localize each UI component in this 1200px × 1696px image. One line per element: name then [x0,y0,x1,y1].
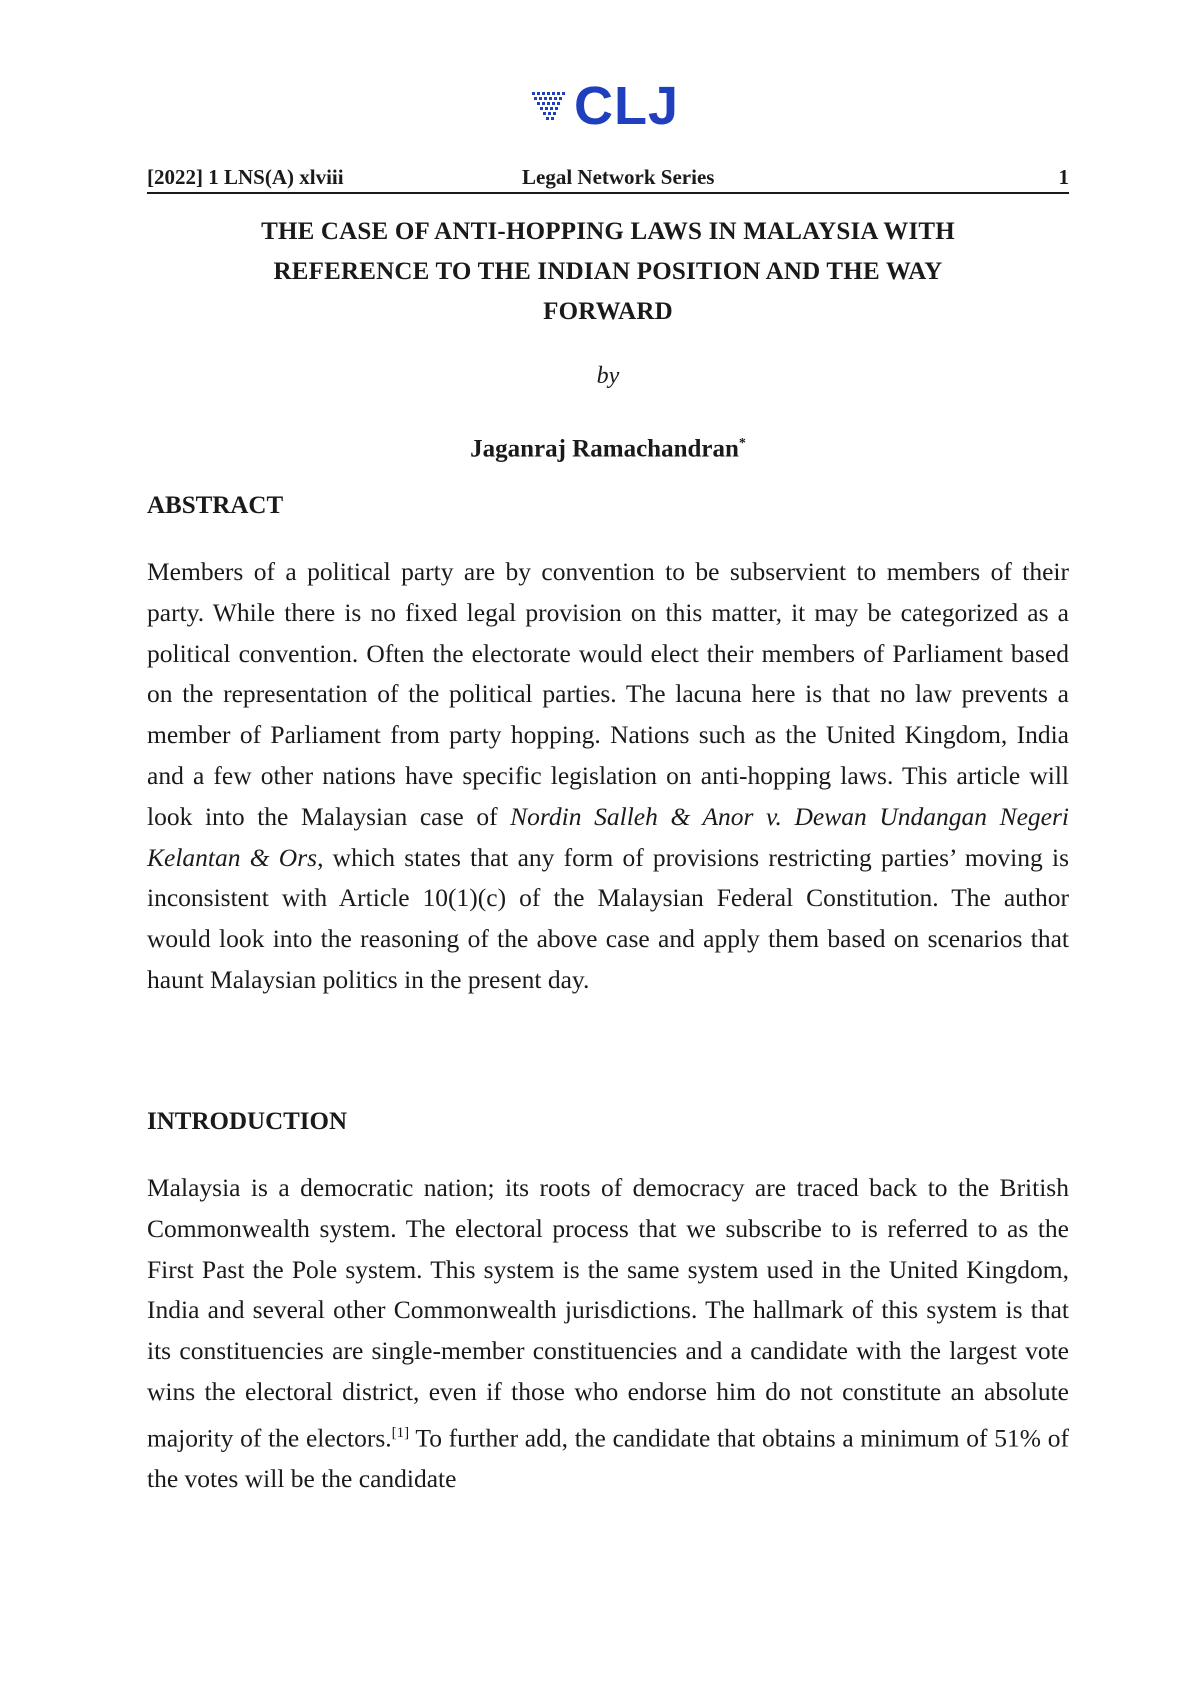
author-footnote-mark: * [738,436,746,451]
logo-wordmark: CLJ [574,76,680,136]
case-name: Nordin Salleh & Anor v. Dewan Undangan Negeri Kelantan & Ors [147,801,1069,872]
clj-grid-logo-icon [530,90,570,126]
clj-logo [530,76,690,136]
introduction-text-1: Malaysia is a democratic nation; its roots of democracy are traced back to the British Commonwealth system. The electoral process that we subscribe to is referred to as the First Past the Pole system. This system is the same system used in the United Kingdom, India and several other Commonwealth jurisdictions. The hallmark of this system is that its constituencies are single-member constituencies and a candidate with the largest vote wins the electoral district, even if those who endorse him do not constitute an absolute majority of the electors. [147,1173,1069,1453]
running-header [147,162,1069,194]
series-name: Legal Network Series [522,165,715,189]
abstract-text-2: , which states that any form of provisions restricting parties’ moving is inconsistent with Article 10(1)(c) of the Malaysian Federal Constitution. The author would look into the reasoning of the above case and apply them based on scenarios that haunt Malaysian politics in the present day. [147,842,1069,994]
citation: [2022] 1 LNS(A) xlviii [147,165,344,189]
introduction-heading: INTRODUCTION [147,1108,348,1135]
abstract-heading: ABSTRACT [147,492,284,519]
title-line: FORWARD [543,298,673,325]
title-line: THE CASE OF ANTI-HOPPING LAWS IN MALAYSIA WITH [261,218,955,245]
introduction-text-2: To further add, the candidate that obtains a minimum of 51% of the votes will be the candidate [147,1423,1069,1494]
article-title [147,212,1069,332]
byline-by: by [596,363,620,389]
page-number: 1 [1058,165,1069,189]
abstract-paragraph [147,552,1069,1001]
author-name-text: Jaganraj Ramachandran [470,435,739,463]
abstract-text-1: Members of a political party are by convention to be subservient to members of their party. While there is no fixed legal provision on this matter, it may be categorized as a political convention. Often the electorate would elect their members of Parliament based on the representation of the political parties. The lacuna here is that no law prevents a member of Parliament from party hopping. Nations such as the United Kingdom, India and a few other nations have specific legislation on anti-hopping laws. This article will look into the Malaysian case of [147,557,1069,831]
author-name [147,428,1069,465]
footnote-reference-link[interactable]: [1] [391,1424,410,1441]
introduction-paragraph [147,1168,1069,1500]
title-line: REFERENCE TO THE INDIAN POSITION AND THE WAY [273,258,943,285]
